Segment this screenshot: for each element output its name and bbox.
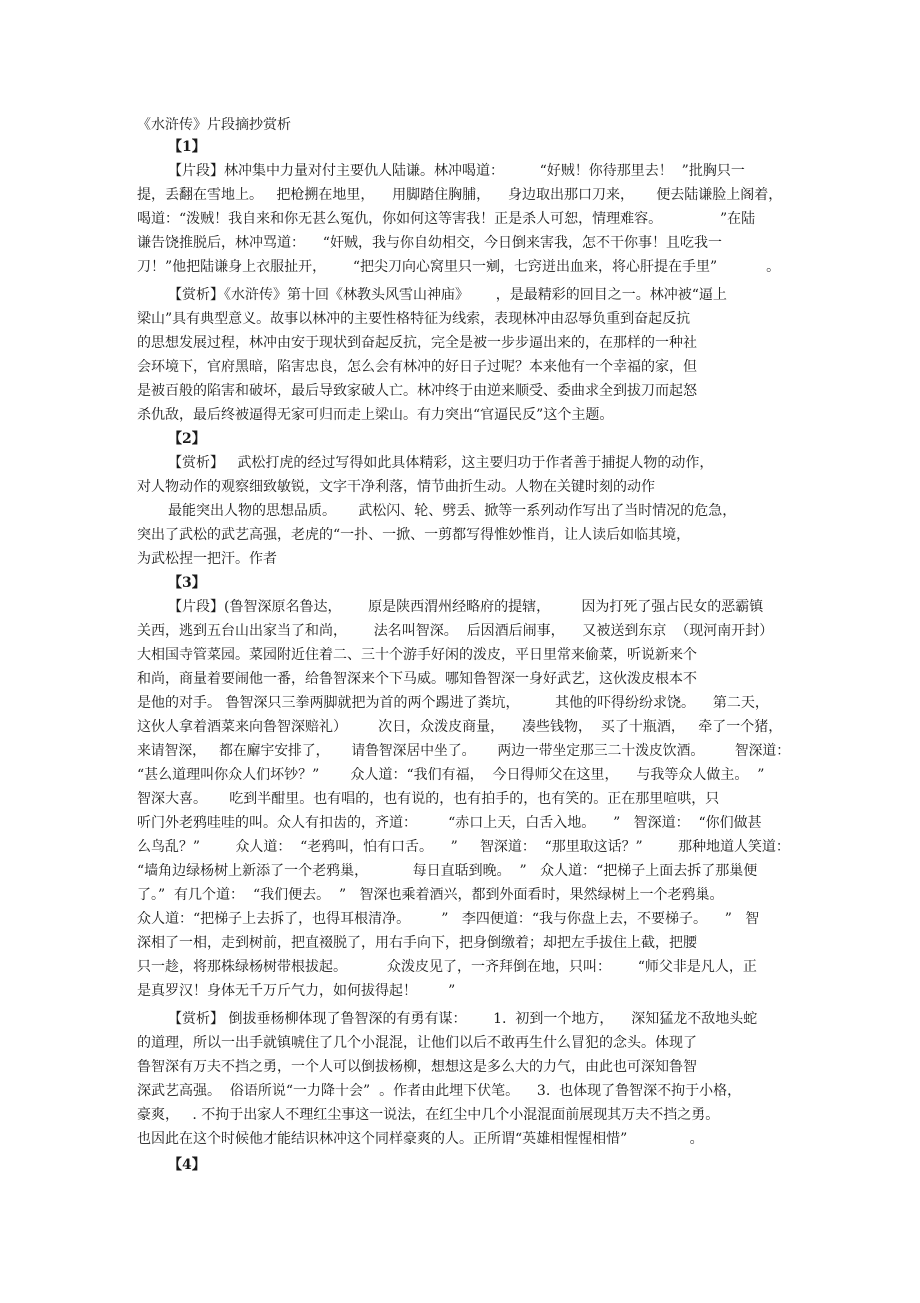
section-3-line: 也因此在这个时候他才能结识林冲这个同样豪爽的人。正所谓“英雄相惺惺相惜” 。	[137, 1131, 704, 1147]
section-3-line: 豪爽， . 不拘于出家人不理红尘事这一说法，在红尘中几个小混混面前展现其万夫不挡之勇。	[137, 1107, 720, 1123]
section-2-line: 对人物动作的观察细致敏锐，文字干净利落，情节曲折生动。人物在关键时刻的动作	[137, 479, 655, 495]
section-2-line: 突出了武松的武艺高强，老虎的“一扑、一掀、一剪都写得惟妙惟肖，让人读后如临其境，	[137, 527, 691, 543]
section-3-line: 是他的对手。 鲁智深只三拳两脚就把为首的两个踢进了粪坑， 其他的吓得纷纷求饶。 第二天，	[137, 695, 769, 711]
section-3-line: 【赏析】 倒拔垂杨柳体现了鲁智深的有勇有谋： 1. 初到一个地方， 深知猛龙不敌地头蛇	[168, 1011, 758, 1027]
section-3-line: 么鸟乱？” 众人道： “老鸦叫，怕有口舌。 ” 智深道： “那里取这话？” 那种地道人笑道：	[137, 839, 790, 855]
section-3-line: 关西，逃到五台山出家当了和尚， 法名叫智深。 后因酒后闹事， 又被送到东京 （现河南开封）	[137, 623, 774, 639]
section-3-line: 来请智深， 都在廨宇安排了， 请鲁智深居中坐了。 两边一带坐定那三二十泼皮饮酒。 智深道：	[137, 743, 791, 759]
section-3-line: 鲁智深有万夫不挡之勇，一个人可以倒拔杨柳，想想这是多么大的力气，由此也可深知鲁智	[137, 1059, 697, 1075]
section-2-line: 【赏析】 武松打虎的经过写得如此具体精彩，这主要归功于作者善于捕捉人物的动作，	[168, 455, 714, 471]
section-marker-4: 【4】	[168, 1157, 206, 1173]
section-3-line: 智深大喜。 吃到半酣里。也有唱的，也有说的，也有拍手的，也有笑的。正在那里喧哄，只	[137, 791, 720, 807]
section-3-line: 众人道：“把梯子上去拆了，也得耳根清净。 ” 李四便道：“我与你盘上去，不要梯子。 ” 智	[137, 911, 760, 927]
section-1-line: 提，丢翻在雪地上。 把枪搠在地里， 用脚踏住胸脯， 身边取出那口刀来， 便去陆谦脸上阁着，	[137, 187, 783, 203]
section-1-line: 杀仇敌，最后终被逼得无家可归而走上梁山。有力突出“官逼民反”这个主题。	[137, 407, 614, 423]
section-1-line: 喝道：“泼贼！我自来和你无甚么冤仇，你如何这等害我！正是杀人可恕，情理难容。 ”在陆	[137, 211, 756, 227]
section-1-line: 的思想发展过程，林冲由安于现状到奋起反抗，完全是被一步步逼出来的，在那样的一种社	[137, 335, 697, 351]
section-3-line: 和尚，商量着要闹他一番，给鲁智深来个下马威。哪知鲁智深一身好武艺，这伙泼皮根本不	[137, 671, 697, 687]
section-3-line: 【片段】(鲁智深原名鲁达， 原是陕西渭州经略府的提辖， 因为打死了强占民女的恶霸镇	[168, 599, 764, 615]
section-3-line: 听门外老鸦哇哇的叫。众人有扣齿的，齐道： “赤口上天，白舌入地。 ” 智深道： “你们做甚	[137, 815, 762, 831]
section-3-line: “甚么道理叫你众人们坏钞？” 众人道：“我们有福， 今日得师父在这里， 与我等众人做主。 ”	[137, 767, 765, 783]
section-1-line: 【赏析】《水浒传》第十回《林教头风雪山神庙》 ，是最精彩的回目之一。林冲被“逼上	[168, 287, 727, 303]
section-3-line: 只一趁，将那株绿杨树带根拔起。 众泼皮见了，一齐拜倒在地，只叫： “师父非是凡人，正	[137, 959, 757, 975]
section-marker-1: 【1】	[168, 139, 206, 155]
section-1-line: 【片段】林冲集中力量对付主要仇人陆谦。林冲喝道： “好贼！你待那里去！ ”批胸只一	[168, 163, 745, 179]
section-3-line: 是真罗汉！身体无千万斤气力，如何拔得起！ ”	[137, 983, 456, 999]
section-3-line: 大相国寺管菜园。菜园附近住着二、三十个游手好闲的泼皮，平日里常来偷菜，听说新来个	[137, 647, 697, 663]
section-marker-3: 【3】	[168, 575, 206, 591]
document-title: 《水浒传》片段摘抄赏析	[137, 117, 291, 133]
section-3-line: 这伙人拿着酒菜来向鲁智深赔礼） 次日，众泼皮商量， 凑些钱物， 买了十瓶酒， 牵了一个猪，	[137, 719, 783, 735]
section-1-line: 谦告饶推脱后，林冲骂道： “奸贼，我与你自幼相交，今日倒来害我，怎不干你事！且吃我一	[137, 235, 722, 251]
section-3-line: “墙角边绿杨树上新添了一个老鸦巢， 每日直聒到晚。 ” 众人道：“把梯子上面去拆了那巢便	[137, 863, 758, 879]
section-1-line: 刀！”他把陆谦身上衣服扯开， “把尖刀向心窝里只一剜，七窍迸出血来，将心肝提在手里” 。	[137, 259, 781, 275]
section-1-line: 梁山”具有典型意义。故事以林冲的主要性格特征为线索，表现林冲由忍辱负重到奋起反抗	[137, 311, 691, 327]
section-3-line: 深相了一相，走到树前，把直裰脱了，用右手向下，把身倒缴着；却把左手拔住上截，把腰	[137, 935, 697, 951]
section-marker-2: 【2】	[168, 431, 206, 447]
section-3-line: 的道理，所以一出手就镇唬住了几个小混混，让他们以后不敢再生什么冒犯的念头。体现了	[137, 1035, 697, 1051]
section-1-line: 会环境下，官府黑暗，陷害忠良，怎么会有林冲的好日子过呢？本来他有一个幸福的家，但	[137, 359, 697, 375]
section-1-line: 是被百般的陷害和破坏，最后导致家破人亡。林冲终于由逆来顺受、委曲求全到拔刀而起怒	[137, 383, 697, 399]
section-3-line: 深武艺高强。 俗语所说“一力降十会” 。作者由此埋下伏笔。 3. 也体现了鲁智深不拘于小格，	[137, 1083, 742, 1099]
section-2-line: 为武松捏一把汗。作者	[137, 551, 277, 567]
section-2-line: 最能突出人物的思想品质。 武松闪、轮、劈丢、掀等一系列动作写出了当时情况的危急，	[168, 503, 737, 519]
section-3-line: 了。” 有几个道： “我们便去。 ” 智深也乘着酒兴，都到外面看时，果然绿树上一个老鸦巢。	[137, 887, 724, 903]
